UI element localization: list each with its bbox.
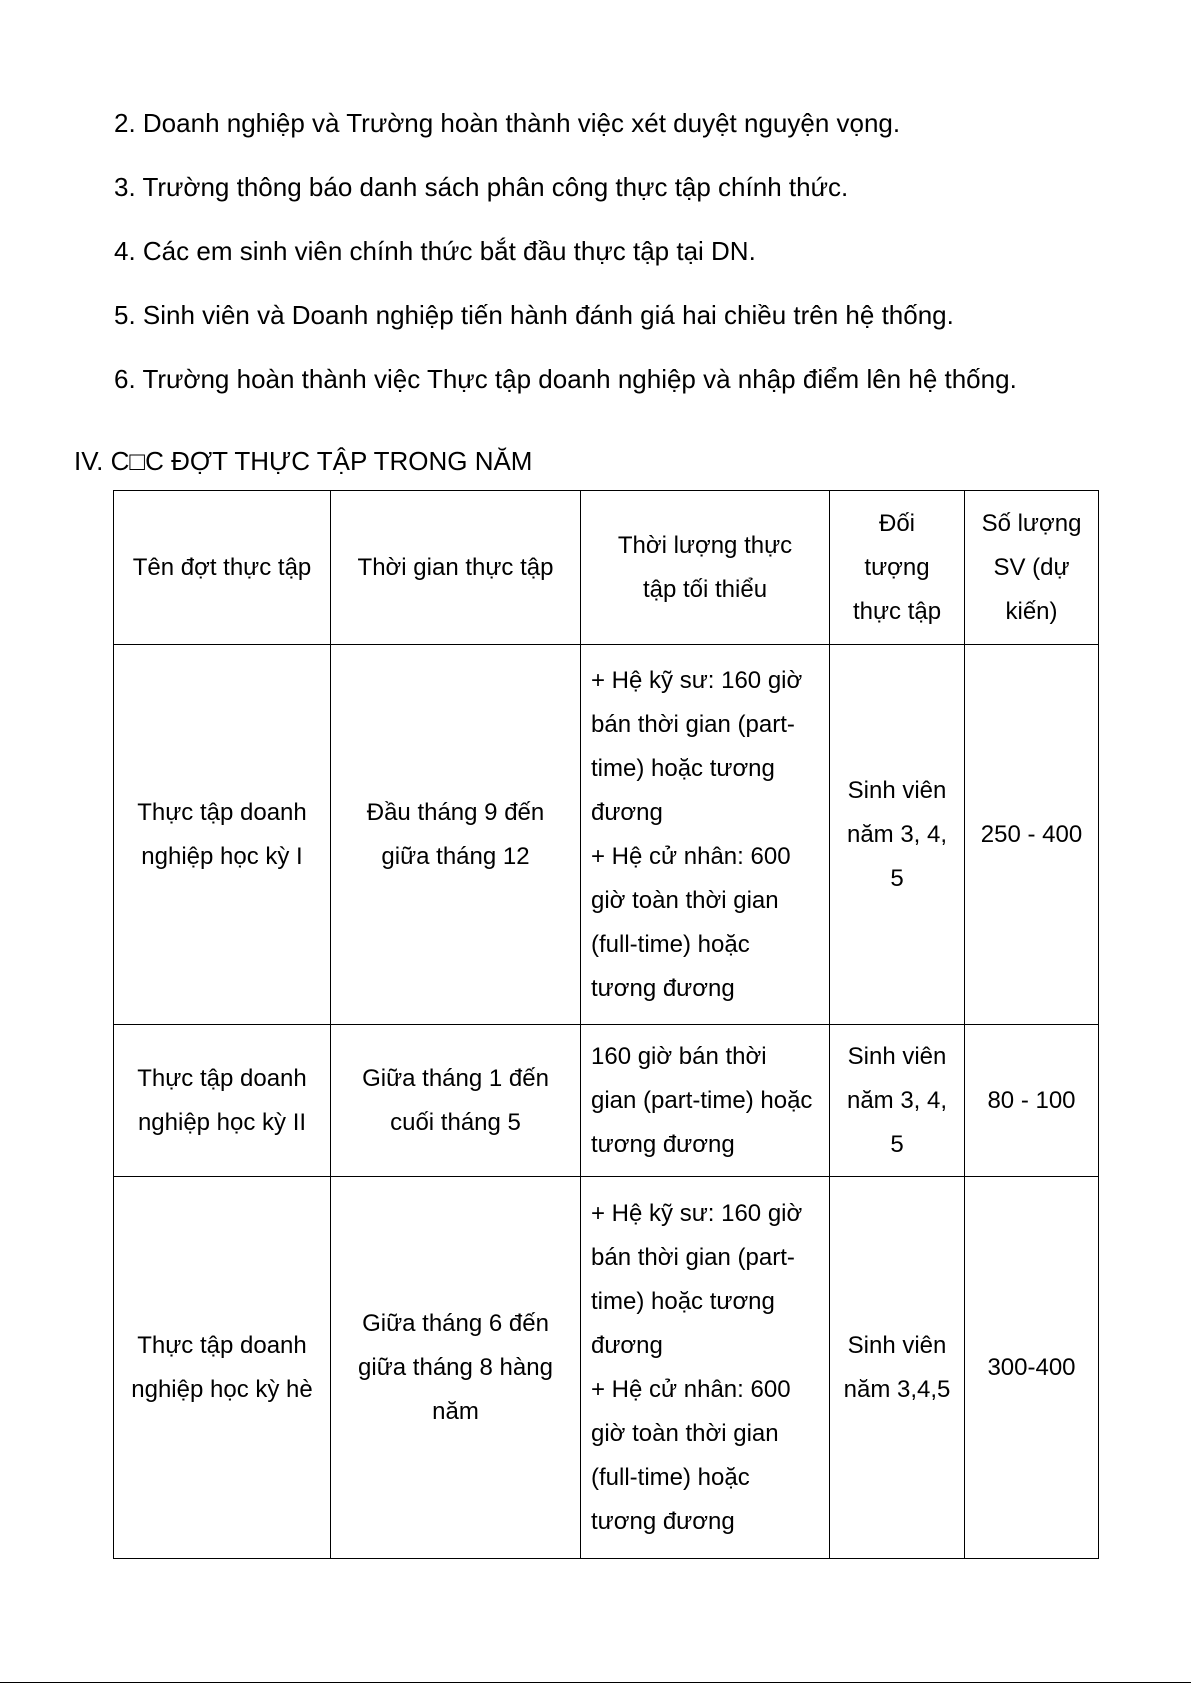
section-title: IV. C□C ĐỢT THỰC TẬP TRONG NĂM [74, 446, 533, 476]
header-cell-target-students [830, 491, 965, 645]
table-header-row [114, 491, 1099, 645]
cell-text-line: năm 3, 4, [846, 820, 948, 848]
cell-text-line: giờ toàn thời gian [591, 1419, 779, 1447]
cell-text-line: + Hệ kỹ sư: 160 giờ [591, 666, 803, 694]
cell-text-line: nghiệp học kỳ I [141, 842, 303, 870]
cell-text-line: + Hệ kỹ sư: 160 giờ [591, 1199, 803, 1227]
cell-period-name [114, 1177, 331, 1559]
cell-text-line: năm 3,4,5 [843, 1375, 951, 1403]
cell-text-line: Sinh viên [847, 776, 947, 804]
cell-text-line: 300-400 [987, 1353, 1076, 1381]
cell-target-students [830, 645, 965, 1025]
process-steps-list [114, 108, 1017, 428]
cell-text-line: bán thời gian (part- [591, 1243, 795, 1271]
step-item: 3. Trường thông báo danh sách phân công thực tập chính thức. [114, 172, 849, 202]
cell-text-line: giữa tháng 12 [381, 842, 530, 870]
cell-text-line: năm [432, 1397, 479, 1425]
cell-text-line: SV (dự [993, 553, 1070, 581]
cell-target-students [830, 1025, 965, 1177]
cell-text-line: Thực tập doanh [137, 1064, 307, 1092]
cell-text-line: Giữa tháng 1 đến [362, 1064, 549, 1092]
cell-text-line: + Hệ cử nhân: 600 [591, 1375, 791, 1403]
step-item: 2. Doanh nghiệp và Trường hoàn thành việc xét duyệt nguyện vọng. [114, 108, 901, 138]
cell-student-count [965, 1177, 1099, 1559]
header-cell-student-count [965, 491, 1099, 645]
cell-text-line: thực tập [852, 597, 942, 625]
cell-target-students [830, 1177, 965, 1559]
cell-text-line: Thời lượng thực [617, 531, 793, 559]
cell-text-line: + Hệ cử nhân: 600 [591, 842, 791, 870]
cell-text-line: nghiệp học kỳ hè [131, 1375, 313, 1403]
cell-text-line: 160 giờ bán thời [591, 1042, 767, 1070]
cell-text-line: Tên đợt thực tập [132, 553, 312, 581]
cell-text-line: Số lượng [981, 509, 1082, 537]
step-item: 4. Các em sinh viên chính thức bắt đầu thực tập tại DN. [114, 236, 756, 266]
cell-period-time [331, 1177, 581, 1559]
cell-text-line: gian (part-time) hoặc [591, 1086, 813, 1114]
step-item: 5. Sinh viên và Doanh nghiệp tiến hành đánh giá hai chiều trên hệ thống. [114, 300, 954, 330]
cell-text-line: Sinh viên [847, 1042, 947, 1070]
cell-text-line: nghiệp học kỳ II [137, 1108, 307, 1136]
cell-period-time [331, 645, 581, 1025]
cell-text-line: Thực tập doanh [137, 1331, 307, 1359]
cell-text-line: giữa tháng 8 hàng [358, 1353, 553, 1381]
cell-min-duration [581, 1025, 830, 1177]
cell-text-line: đương [591, 798, 663, 826]
cell-text-line: 80 - 100 [987, 1086, 1076, 1114]
footer-rule [0, 1682, 1191, 1683]
cell-student-count [965, 1025, 1099, 1177]
cell-text-line: tương đương [591, 1507, 735, 1535]
cell-text-line: năm 3, 4, [846, 1086, 948, 1114]
cell-text-line: (full-time) hoặc [591, 1463, 750, 1491]
cell-min-duration [581, 645, 830, 1025]
cell-text-line: cuối tháng 5 [390, 1108, 521, 1136]
header-cell-period-name [114, 491, 331, 645]
cell-text-line: bán thời gian (part- [591, 710, 795, 738]
cell-text-line: 5 [890, 1130, 904, 1158]
cell-text-line: giờ toàn thời gian [591, 886, 779, 914]
cell-text-line: Giữa tháng 6 đến [362, 1309, 549, 1337]
cell-text-line: tượng [864, 553, 930, 581]
cell-text-line: Thời gian thực tập [357, 553, 554, 581]
internship-periods-table [113, 490, 1099, 1559]
cell-text-line: time) hoặc tương [591, 1287, 775, 1315]
cell-text-line: 250 - 400 [980, 820, 1083, 848]
cell-text-line: Thực tập doanh [137, 798, 307, 826]
cell-text-line: (full-time) hoặc [591, 930, 750, 958]
cell-text-line: Sinh viên [847, 1331, 947, 1359]
cell-text-line: Đối [878, 509, 915, 537]
cell-text-line: kiến) [1005, 597, 1058, 625]
cell-text-line: time) hoặc tương [591, 754, 775, 782]
header-cell-min-duration [581, 491, 830, 645]
cell-student-count [965, 645, 1099, 1025]
cell-text-line: Đầu tháng 9 đến [366, 798, 545, 826]
cell-period-name [114, 1025, 331, 1177]
cell-text-line: 5 [890, 864, 904, 892]
cell-text-line: tương đương [591, 1130, 735, 1158]
table-row [114, 645, 1099, 1025]
step-item: 6. Trường hoàn thành việc Thực tập doanh nghiệp và nhập điểm lên hệ thống. [114, 364, 1017, 394]
header-cell-period-time [331, 491, 581, 645]
cell-text-line: tương đương [591, 974, 735, 1002]
table-row [114, 1025, 1099, 1177]
cell-period-name [114, 645, 331, 1025]
table-row [114, 1177, 1099, 1559]
cell-text-line: tập tối thiểu [642, 575, 768, 603]
cell-period-time [331, 1025, 581, 1177]
cell-text-line: đương [591, 1331, 663, 1359]
cell-min-duration [581, 1177, 830, 1559]
